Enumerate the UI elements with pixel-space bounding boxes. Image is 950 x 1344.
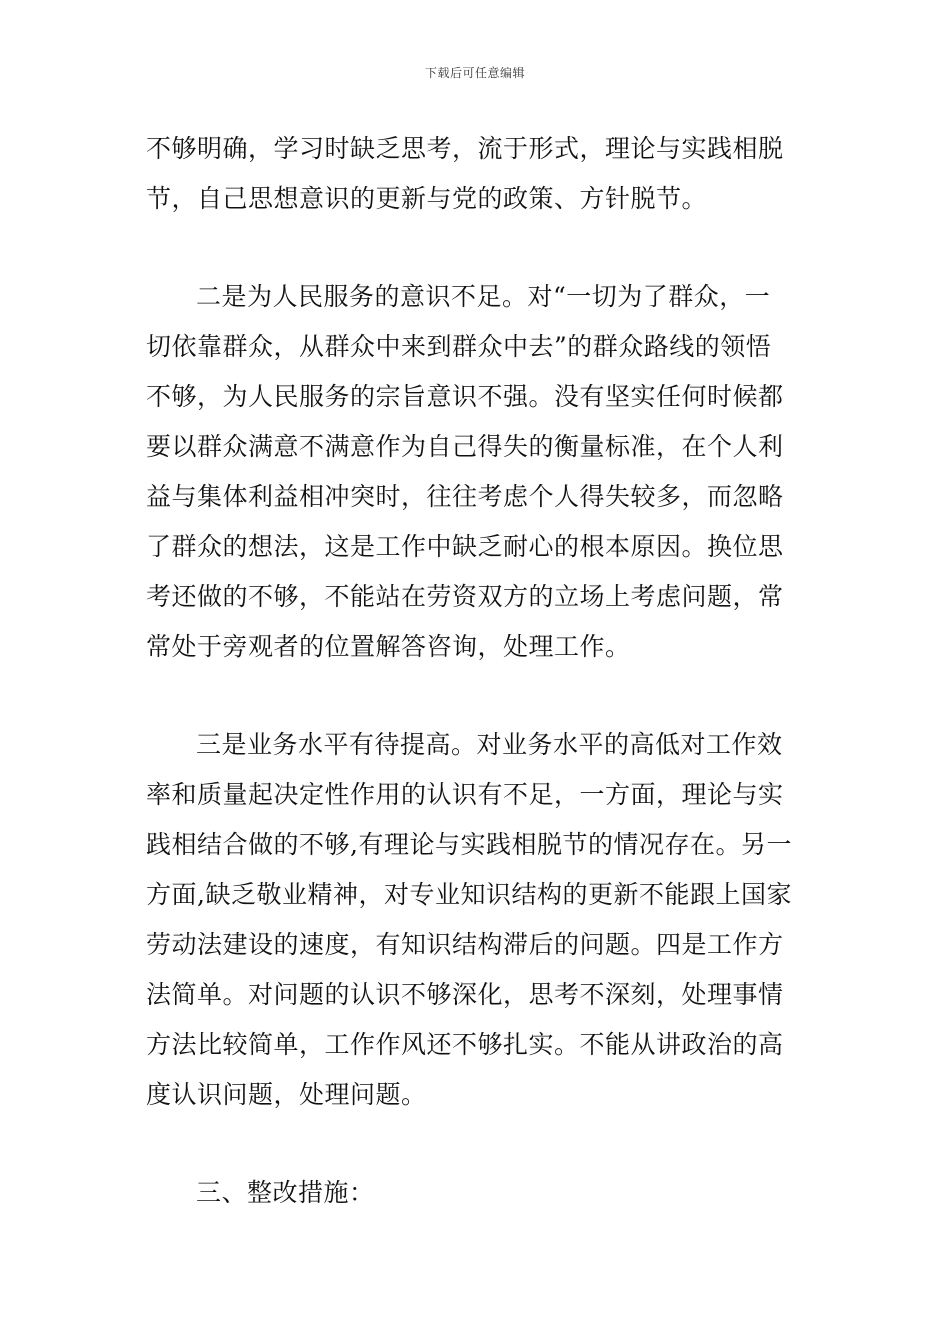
text-line: 常处于旁观者的位置解答咨询，处理工作。 [146, 632, 631, 661]
text-line: 切依靠群众，从群众中来到群众中去”的群众路线的领悟 [146, 332, 772, 361]
text-line: 不够，为人民服务的宗旨意识不强。没有坚实任何时候都 [146, 382, 784, 411]
paragraph-gap [146, 1120, 810, 1168]
text-line: 三、整改措施： [196, 1178, 375, 1207]
text-line: 不够明确，学习时缺乏思考，流于形式，理论与实践相脱 [146, 134, 784, 163]
text-line: 要以群众满意不满意作为自己得失的衡量标准，在个人利 [146, 432, 784, 461]
text-line: 了群众的想法，这是工作中缺乏耐心的根本原因。换位思 [146, 532, 784, 561]
text-line: 法简单。对问题的认识不够深化，思考不深刻，处理事情 [146, 980, 784, 1009]
text-line: 率和质量起决定性作用的认识有不足，一方面，理论与实 [146, 780, 784, 809]
text-line: 践相结合做的不够,有理论与实践相脱节的情况存在。另一 [146, 830, 792, 859]
paragraph [146, 272, 810, 672]
section-heading [146, 1168, 810, 1218]
text-line: 考还做的不够，不能站在劳资双方的立场上考虑问题，常 [146, 582, 784, 611]
paragraph-gap [146, 224, 810, 272]
text-line: 度认识问题，处理问题。 [146, 1080, 427, 1109]
document-body [146, 124, 810, 1218]
text-line: 节，自己思想意识的更新与党的政策、方针脱节。 [146, 184, 708, 213]
paragraph [146, 124, 810, 224]
page-header: 下载后可任意编辑 [424, 66, 525, 80]
text-line: 二是为人民服务的意识不足。对“一切为了群众，一 [196, 282, 771, 311]
paragraph [146, 720, 810, 1120]
text-line: 益与集体利益相冲突时，往往考虑个人得失较多，而忽略 [146, 482, 784, 511]
text-line: 方面,缺乏敬业精神，对专业知识结构的更新不能跟上国家 [146, 880, 792, 909]
text-line: 三是业务水平有待提高。对业务水平的高低对工作效 [196, 730, 783, 759]
paragraph-gap [146, 672, 810, 720]
text-line: 方法比较简单，工作作风还不够扎实。不能从讲政治的高 [146, 1030, 784, 1059]
text-line: 劳动法建设的速度，有知识结构滞后的问题。四是工作方 [146, 930, 784, 959]
